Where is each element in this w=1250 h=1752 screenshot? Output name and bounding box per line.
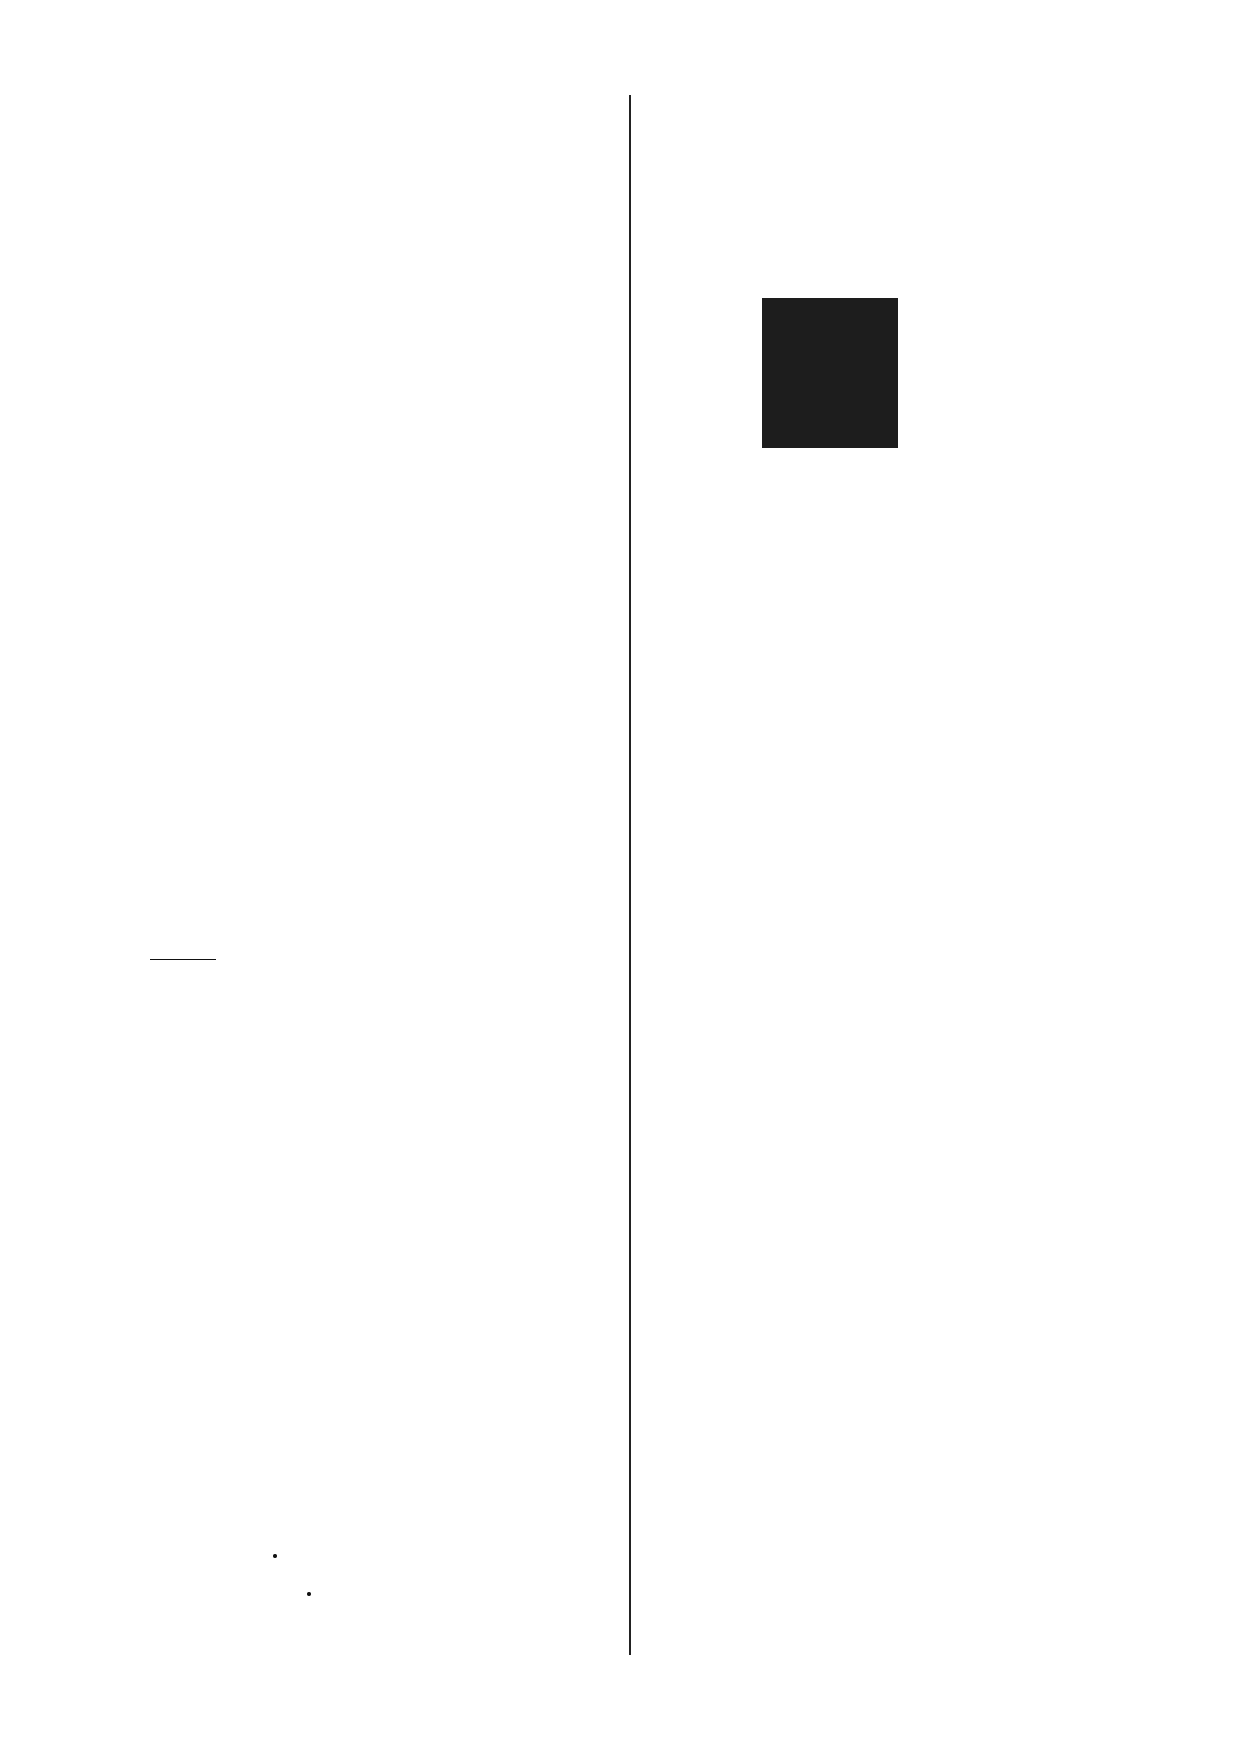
emphasis-dot (273, 1554, 277, 1558)
emphasis-dot (307, 1592, 311, 1596)
calligraphy-panel-1 (762, 298, 898, 448)
answer-line (150, 934, 216, 970)
column-divider (629, 95, 631, 1655)
blank-underline (150, 939, 216, 960)
calligraphy-text (762, 298, 898, 448)
